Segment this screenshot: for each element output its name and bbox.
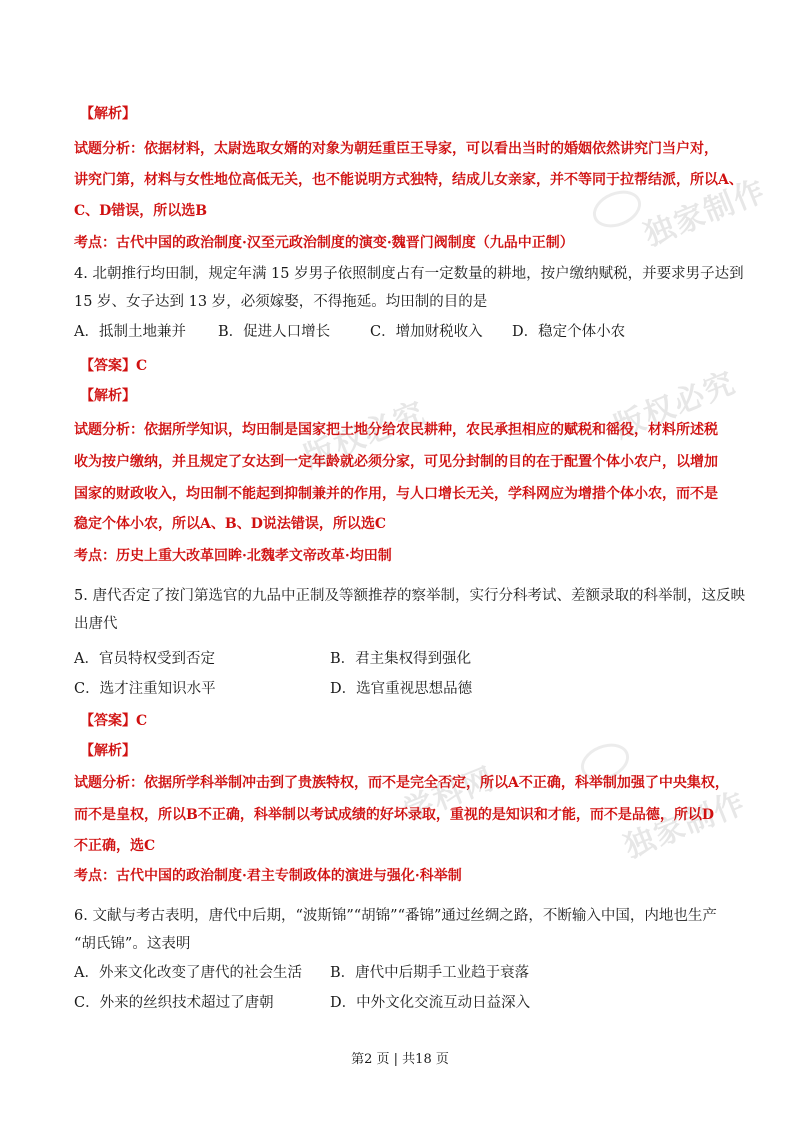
question-stem: 6. 文献与考古表明，唐代中后期，“波斯锦”“胡锦”“番锦”通过丝绸之路，不断输入中国，内地也生产 bbox=[74, 908, 717, 924]
option-d: D．中外文化交流互动日益深入 bbox=[330, 995, 531, 1011]
option-c: C．选才注重知识水平 bbox=[74, 681, 216, 697]
answer-line bbox=[80, 356, 147, 376]
analysis-line: 讲究门第，材料与女性地位高低无关，也不能说明方式独特，结成儿女亲家，并不等同于拉帮结派，所以A、 bbox=[74, 172, 743, 188]
analysis-line: 试题分析：依据材料，太尉选取女婿的对象为朝廷重臣王导家，可以看出当时的婚姻依然讲究门当户对， bbox=[74, 141, 718, 157]
question-stem: 出唐代 bbox=[74, 616, 118, 632]
kaodian: 考点：古代中国的政治制度·汉至元政治制度的演变·魏晋门阀制度（九品中正制） bbox=[74, 235, 574, 251]
page-footer: 第2 页 | 共18 页 bbox=[351, 1052, 449, 1067]
watermark-logo-icon bbox=[587, 184, 646, 234]
option-a: A．官员特权受到否定 bbox=[74, 651, 215, 667]
watermark-text: 独家制作 bbox=[619, 785, 752, 866]
option-d: D．选官重视思想品德 bbox=[330, 681, 473, 697]
analysis-line: 收为按户缴纳，并且规定了女达到一定年龄就必须分家，可见分封制的目的在于配置个体小农户，以增加 bbox=[74, 454, 718, 470]
answer-tag: 【答案】 bbox=[80, 358, 136, 374]
answer-value: C bbox=[136, 358, 148, 374]
analysis-line: 试题分析：依据所学知识，均田制是国家把土地分给农民耕种，农民承担相应的赋税和徭役，材料所述税 bbox=[74, 422, 718, 438]
option-b: B．君主集权得到强化 bbox=[330, 651, 472, 667]
option-d: D．稳定个体小农 bbox=[512, 324, 626, 340]
option-c: C．外来的丝织技术超过了唐朝 bbox=[74, 995, 274, 1011]
option-a: A．外来文化改变了唐代的社会生活 bbox=[74, 965, 302, 981]
kaodian: 考点：历史上重大改革回眸·北魏孝文帝改革·均田制 bbox=[74, 548, 392, 564]
watermark-text: 版权必究 bbox=[609, 365, 742, 446]
analysis-line: 试题分析：依据所学科举制冲击到了贵族特权，而不是完全否定，所以A不正确，科举制加强了中央集权， bbox=[74, 775, 729, 791]
analysis-line: 不正确，选C bbox=[74, 838, 156, 854]
analysis-line: 而不是皇权，所以B不正确，科举制以考试成绩的好坏录取，重视的是知识和才能，而不是品德，所以D bbox=[74, 807, 714, 823]
analysis-line: 国家的财政收入，均田制不能起到抑制兼并的作用，与人口增长无关，学科网应为增措个体小农，而不是 bbox=[74, 486, 718, 502]
answer-tag: 【答案】 bbox=[80, 713, 136, 729]
analysis-line: C、D错误，所以选B bbox=[74, 203, 208, 219]
option-a: A．抵制土地兼并 bbox=[74, 324, 186, 340]
question-stem: 4. 北朝推行均田制，规定年满 15 岁男子依照制度占有一定数量的耕地，按户缴纳赋税，并要求男子达到 bbox=[74, 266, 744, 282]
kaodian: 考点：古代中国的政治制度·君主专制政体的演进与强化·科举制 bbox=[74, 868, 462, 884]
analysis-tag: 【解析】 bbox=[80, 743, 136, 759]
question-stem: 5. 唐代否定了按门第选官的九品中正制及等额推荐的察举制，实行分科考试、差额录取的科举制，这反映 bbox=[74, 588, 745, 604]
question-stem: “胡氏锦”。这表明 bbox=[74, 936, 191, 952]
watermark-text: 独家制作 bbox=[639, 173, 772, 254]
analysis-tag: 【解析】 bbox=[80, 106, 136, 122]
watermark-text: 学科网 bbox=[398, 761, 501, 830]
watermark-text: 版权必究 bbox=[299, 395, 432, 476]
option-b: B．唐代中后期手工业趋于衰落 bbox=[330, 965, 530, 981]
answer-value: C bbox=[136, 713, 148, 729]
analysis-tag: 【解析】 bbox=[80, 388, 136, 404]
option-b: B．促进人口增长 bbox=[218, 324, 331, 340]
analysis-line: 稳定个体小农，所以A、B、D说法错误，所以选C bbox=[74, 516, 386, 532]
question-stem: 15 岁、女子达到 13 岁，必须嫁娶，不得拖延。均田制的目的是 bbox=[74, 294, 488, 310]
answer-line bbox=[80, 711, 147, 731]
option-c: C．增加财税收入 bbox=[370, 324, 483, 340]
